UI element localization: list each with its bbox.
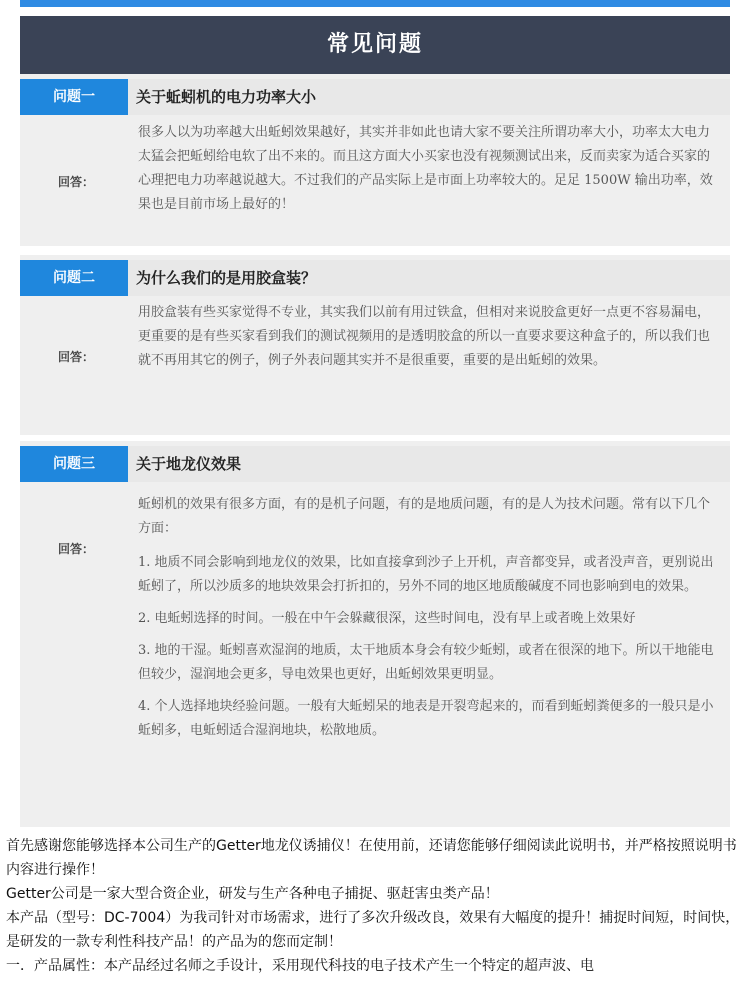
question-tag: 问题三 [20, 446, 128, 482]
answer-label: 回答： [58, 542, 95, 556]
question-text: 关于地龙仪效果 [136, 455, 242, 473]
intro-paragraph: Getter公司是一家大型合资企业，研发与生产各种电子捕捉、驱赶害虫类产品！ [6, 886, 499, 902]
answer-body [138, 301, 716, 373]
answer-body [138, 121, 716, 217]
faq-block-1 [20, 74, 730, 246]
faq-block-2 [20, 255, 730, 435]
answer-paragraph: 很多人以为功率越大出蚯蚓效果越好，其实并非如此也请大家不要关注所谓功率大小，功率太大电力太猛会把蚯蚓给电软了出不来的。而且这方面大小买家也没有视频测试出来，反而卖家为适合买家的心理把电力功率越说越大。不过我们的产品实际上是市面上功率较大的。足足 1500W 输出功率，效果也是目前市场上最好的！ [138, 125, 713, 212]
question-tag: 问题一 [20, 79, 128, 115]
page-title: 常见问题 [326, 32, 423, 57]
answer-list-item: 3. 地的干湿。蚯蚓喜欢湿润的地质，太干地质本身会有较少蚯蚓，或者在很深的地下。所以干地能电但较少，湿润地会更多，导电效果也更好，出蚯蚓效果更明显。 [138, 643, 714, 682]
faq-block-3 [20, 441, 730, 827]
question-tag: 问题二 [20, 260, 128, 296]
answer-list-item: 1. 地质不同会影响到地龙仪的效果，比如直接拿到沙子上开机，声音都变异，或者没声音，更别说出蚯蚓了，所以沙质多的地块效果会打折扣的，另外不同的地区地质酸碱度不同也影响到电的效果。 [138, 555, 714, 594]
intro-paragraph: 本产品（型号：DC-7004）为我司针对市场需求，进行了多次升级改良，效果有大幅度的提升！捕捉时间短，时间快，是研发的一款专利性科技产品！的产品为的您而定制！ [6, 910, 740, 950]
answer-body [138, 493, 716, 743]
answer-label: 回答： [58, 175, 95, 189]
answer-label: 回答： [58, 350, 95, 364]
question-text: 关于蚯蚓机的电力功率大小 [136, 88, 317, 106]
product-intro [6, 834, 746, 978]
question-bar [20, 446, 730, 482]
question-bar [20, 79, 730, 115]
question-bar [20, 260, 730, 296]
intro-paragraph: 一．产品属性：本产品经过名师之手设计，采用现代科技的电子技术产生一个特定的超声波、电 [6, 958, 594, 974]
page-title-banner [20, 16, 730, 74]
intro-paragraph: 首先感谢您能够选择本公司生产的Getter地龙仪诱捕仪！在使用前，还请您能够仔细阅读此说明书，并严格按照说明书内容进行操作！ [6, 838, 737, 878]
answer-list-item: 4. 个人选择地块经验问题。一般有大蚯蚓呆的地表是开裂弯起来的，而看到蚯蚓粪便多的一般只是小蚯蚓多，电蚯蚓适合湿润地块，松散地质。 [138, 699, 714, 738]
top-accent-strip [20, 0, 730, 7]
answer-paragraph: 用胶盒装有些买家觉得不专业，其实我们以前有用过铁盒，但相对来说胶盒更好一点更不容易漏电，更重要的是有些买家看到我们的测试视频用的是透明胶盒的所以一直要求要这种盒子的，所以我们也就不再用其它的例子，例子外表问题其实并不是很重要，重要的是出蚯蚓的效果。 [138, 305, 711, 368]
answer-list-item: 2. 电蚯蚓选择的时间。一般在中午会躲藏很深，这些时间电，没有早上或者晚上效果好 [138, 611, 636, 626]
answer-paragraph: 蚯蚓机的效果有很多方面，有的是机子问题，有的是地质问题，有的是人为技术问题。常有以下几个方面： [138, 497, 711, 536]
question-text: 为什么我们的是用胶盒装？ [136, 269, 317, 287]
